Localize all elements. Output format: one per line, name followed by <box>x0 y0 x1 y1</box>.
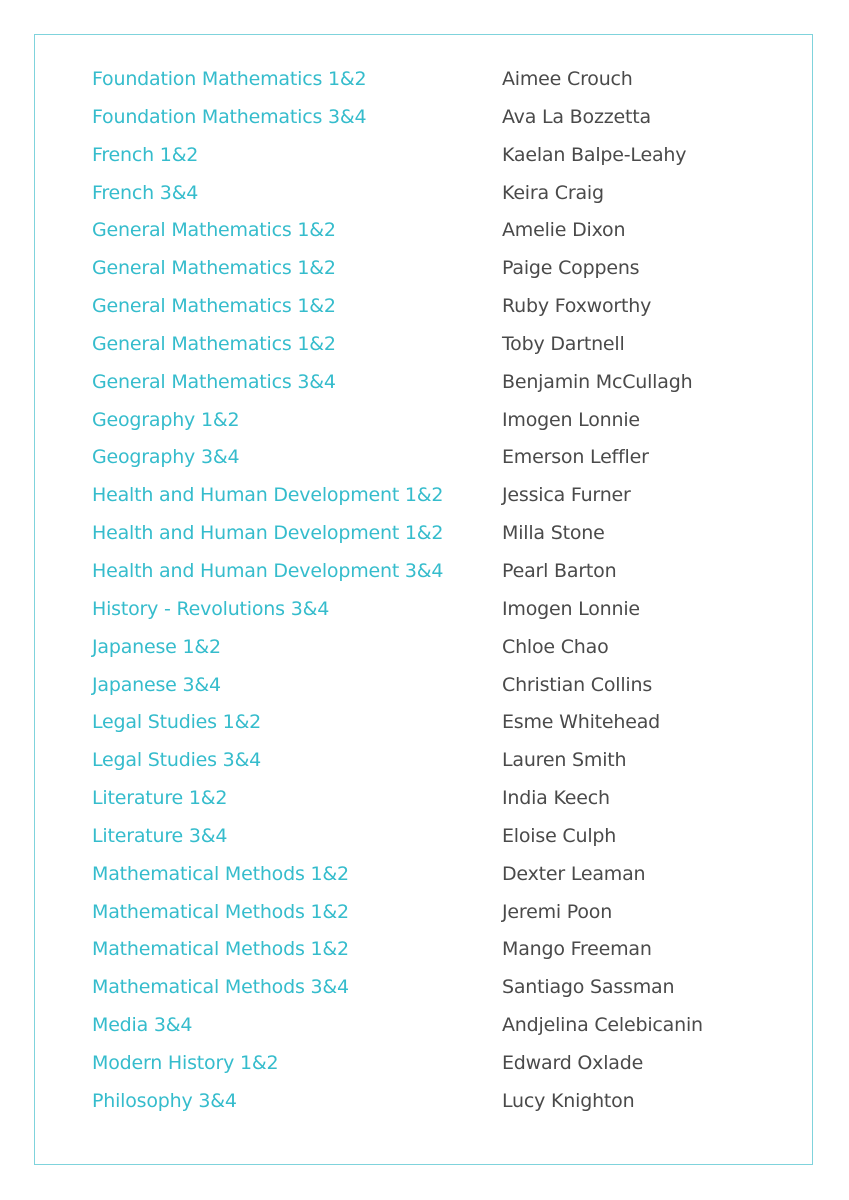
student-name: Esme Whitehead <box>502 711 661 734</box>
list-item <box>92 1083 792 1121</box>
subject-name: French 1&2 <box>92 143 199 166</box>
student-name: Toby Dartnell <box>502 332 625 355</box>
student-name: Emerson Leffler <box>502 446 649 469</box>
subject-name: Mathematical Methods 3&4 <box>92 976 349 999</box>
list-item <box>92 212 792 250</box>
subject-name: Philosophy 3&4 <box>92 1089 237 1112</box>
student-name: Benjamin McCullagh <box>502 370 693 393</box>
list-item <box>92 742 792 780</box>
student-name: Lucy Knighton <box>502 1089 635 1112</box>
subject-name: Legal Studies 1&2 <box>92 711 262 734</box>
subject-name: Media 3&4 <box>92 1014 193 1037</box>
subject-name: General Mathematics 3&4 <box>92 370 336 393</box>
subject-name: Health and Human Development 3&4 <box>92 559 444 582</box>
student-name: Amelie Dixon <box>502 219 626 242</box>
list-item <box>92 175 792 213</box>
subject-name: Literature 3&4 <box>92 824 228 847</box>
subject-name: Legal Studies 3&4 <box>92 749 262 772</box>
subject-name: Mathematical Methods 1&2 <box>92 862 349 885</box>
list-item <box>92 326 792 364</box>
subject-name: Modern History 1&2 <box>92 1051 279 1074</box>
student-name: Edward Oxlade <box>502 1051 644 1074</box>
student-name: Christian Collins <box>502 673 653 696</box>
list-item <box>92 61 792 99</box>
subject-award-list <box>92 61 792 1121</box>
subject-name: Literature 1&2 <box>92 787 228 810</box>
list-item <box>92 818 792 856</box>
student-name: Jeremi Poon <box>502 900 613 923</box>
subject-name: General Mathematics 1&2 <box>92 332 336 355</box>
list-item <box>92 515 792 553</box>
subject-name: Mathematical Methods 1&2 <box>92 900 349 923</box>
student-name: Imogen Lonnie <box>502 408 640 431</box>
list-item <box>92 250 792 288</box>
list-item <box>92 629 792 667</box>
student-name: Santiago Sassman <box>502 976 675 999</box>
student-name: Chloe Chao <box>502 635 609 658</box>
list-item <box>92 99 792 137</box>
list-item <box>92 704 792 742</box>
subject-name: General Mathematics 1&2 <box>92 257 336 280</box>
list-item <box>92 364 792 402</box>
subject-name: General Mathematics 1&2 <box>92 295 336 318</box>
subject-name: Geography 3&4 <box>92 446 240 469</box>
student-name: Aimee Crouch <box>502 68 633 90</box>
student-name: Andjelina Celebicanin <box>502 1014 703 1037</box>
student-name: Pearl Barton <box>502 559 617 582</box>
student-name: Mango Freeman <box>502 938 652 961</box>
student-name: Eloise Culph <box>502 824 617 847</box>
student-name: Keira Craig <box>502 181 604 204</box>
list-item <box>92 856 792 894</box>
subject-name: Health and Human Development 1&2 <box>92 484 444 507</box>
list-item <box>92 894 792 932</box>
list-item <box>92 667 792 705</box>
list-item <box>92 591 792 629</box>
list-item <box>92 477 792 515</box>
list-item <box>92 969 792 1007</box>
subject-name: Japanese 1&2 <box>92 635 221 658</box>
subject-name: Health and Human Development 1&2 <box>92 522 444 545</box>
subject-name: History - Revolutions 3&4 <box>92 597 330 620</box>
student-name: Lauren Smith <box>502 749 627 772</box>
list-item <box>92 288 792 326</box>
list-item <box>92 931 792 969</box>
student-name: Ava La Bozzetta <box>502 105 651 128</box>
list-item <box>92 1045 792 1083</box>
student-name: Jessica Furner <box>502 484 631 507</box>
list-item <box>92 137 792 175</box>
subject-name: Geography 1&2 <box>92 408 240 431</box>
list-item <box>92 402 792 440</box>
subject-name: Foundation Mathematics 1&2 <box>92 68 367 90</box>
subject-name: Japanese 3&4 <box>92 673 221 696</box>
student-name: Kaelan Balpe-Leahy <box>502 143 687 166</box>
student-name: Imogen Lonnie <box>502 597 640 620</box>
student-name: Dexter Leaman <box>502 862 646 885</box>
list-item <box>92 780 792 818</box>
list-item <box>92 1007 792 1045</box>
student-name: Paige Coppens <box>502 257 640 280</box>
subject-name: Foundation Mathematics 3&4 <box>92 105 367 128</box>
subject-name: Mathematical Methods 1&2 <box>92 938 349 961</box>
subject-name: General Mathematics 1&2 <box>92 219 336 242</box>
student-name: Milla Stone <box>502 522 605 545</box>
list-item <box>92 553 792 591</box>
list-item <box>92 439 792 477</box>
subject-name: French 3&4 <box>92 181 199 204</box>
student-name: India Keech <box>502 787 610 810</box>
student-name: Ruby Foxworthy <box>502 295 652 318</box>
